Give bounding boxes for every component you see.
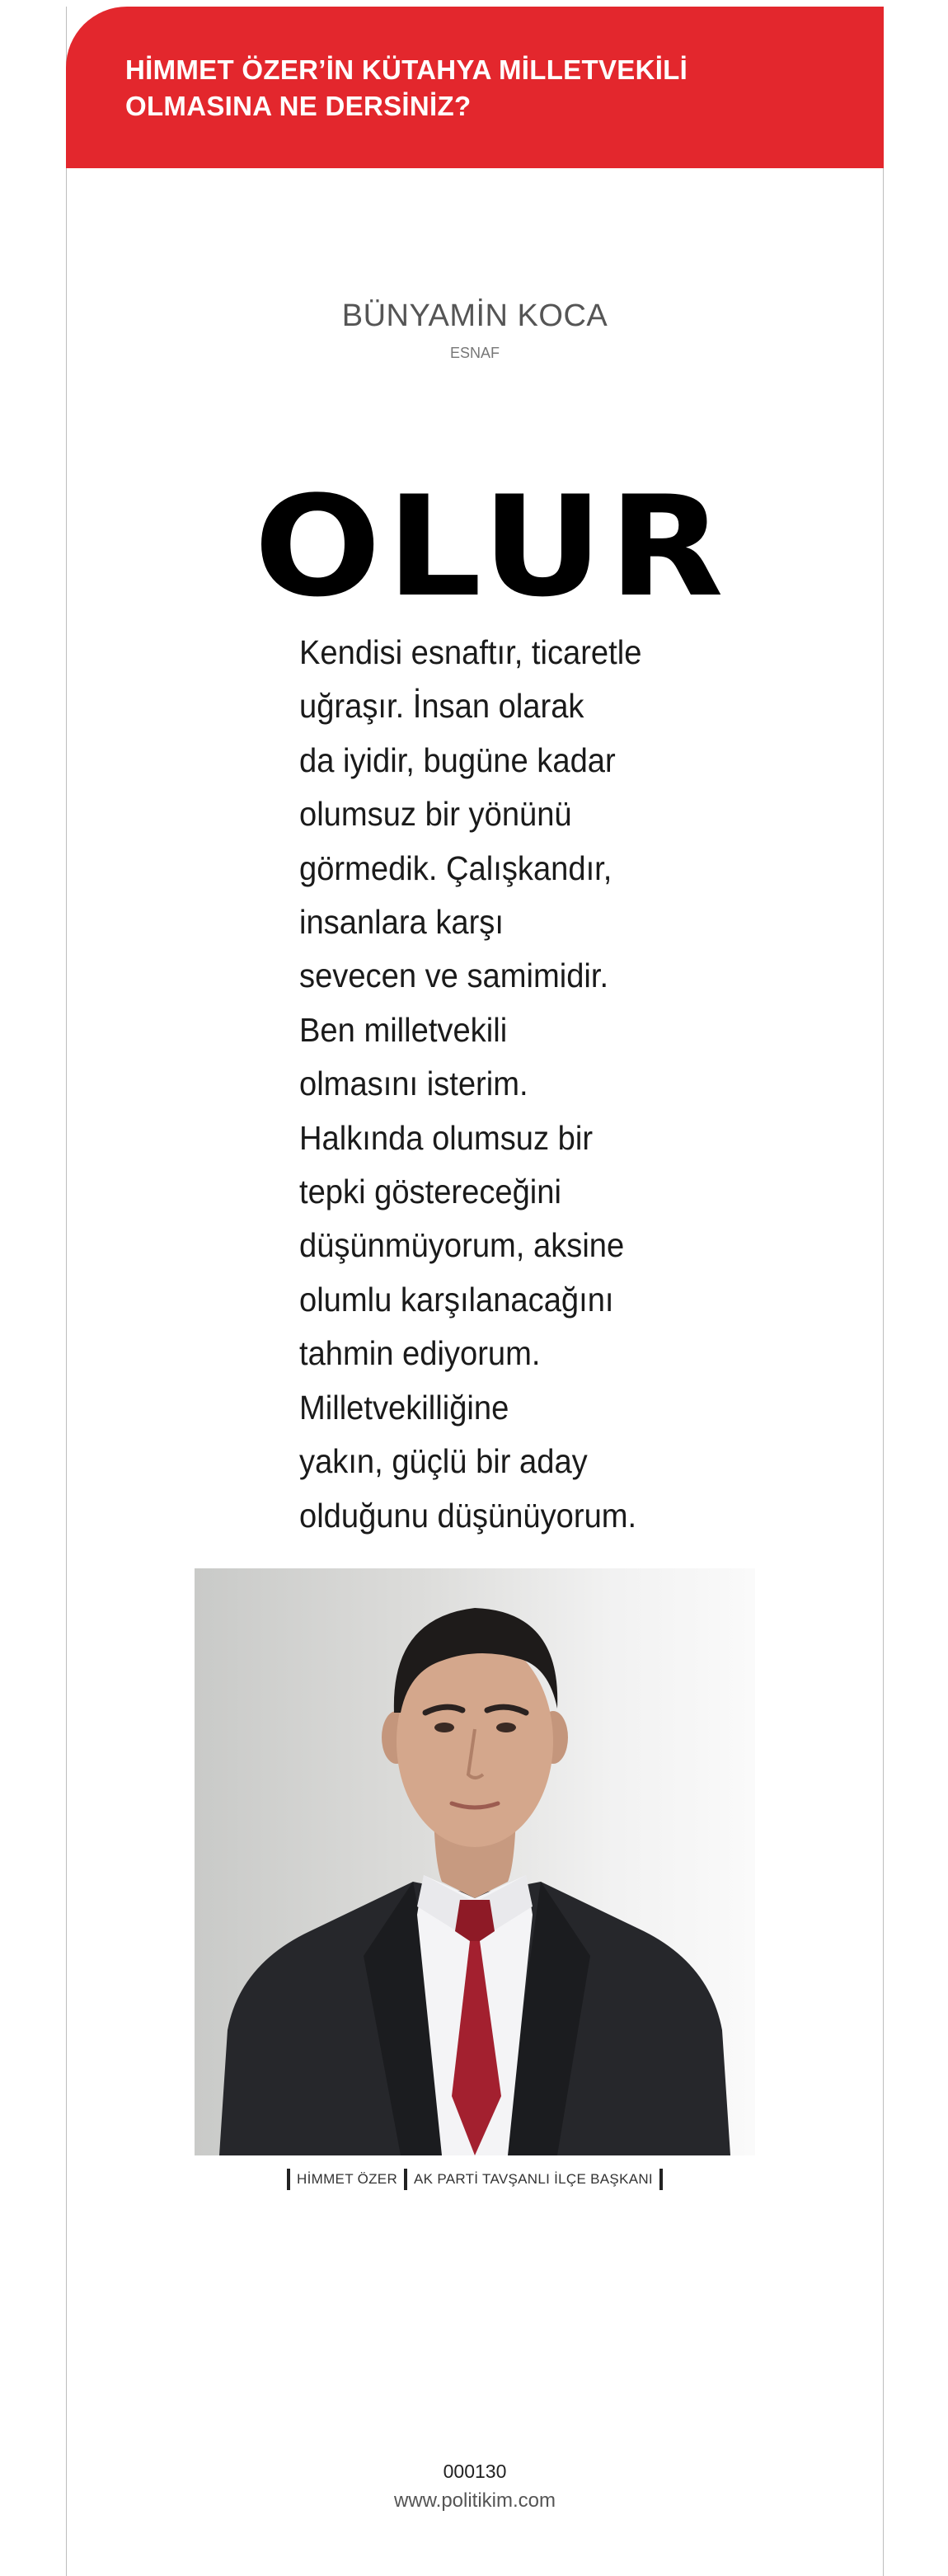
caption-name: HİMMET ÖZER: [297, 2171, 398, 2187]
photo-caption: [66, 2169, 884, 2190]
statement-line: düşünmüyorum, aksine: [299, 1226, 625, 1265]
statement-line: olumsuz bir yönünü: [299, 795, 572, 834]
verdict-answer: OLUR: [254, 466, 730, 628]
statement-line: Ben milletvekili: [299, 1010, 508, 1049]
statement-line: olmasını isterim.: [299, 1065, 528, 1103]
respondent-name: BÜNYAMİN KOCA: [341, 298, 608, 333]
question-title-line-1: HİMMET ÖZER’İN KÜTAHYA MİLLETVEKİLİ: [125, 54, 688, 85]
respondent-role: ESNAF: [449, 345, 500, 361]
question-header: [66, 7, 884, 168]
statement-line: Kendisi esnaftır, ticaretle: [299, 633, 642, 671]
caption-divider: [659, 2169, 663, 2190]
statement-line: da iyidir, bugüne kadar: [299, 740, 616, 779]
statement-line: sevecen ve samimidir.: [299, 957, 609, 995]
statement-line: görmedik. Çalışkandır,: [299, 848, 612, 887]
footer-code: 000130: [443, 2461, 507, 2482]
caption-title: AK PARTİ TAVŞANLI İLÇE BAŞKANI: [414, 2171, 653, 2187]
statement-line: uğraşır. İnsan olarak: [299, 687, 584, 726]
footer-url[interactable]: www.politikim.com: [393, 2489, 556, 2512]
statement-line: Milletvekilliğine: [299, 1388, 509, 1427]
question-title: [125, 52, 834, 125]
statement-line: tepki göstereceğini: [299, 1173, 561, 1211]
statement-line: tahmin ediyorum.: [299, 1334, 541, 1373]
statement-line: olumlu karşılanacağını: [299, 1280, 614, 1319]
caption-divider: [404, 2169, 407, 2190]
caption-divider: [287, 2169, 290, 2190]
candidate-portrait-photo: [195, 1568, 755, 2155]
respondent-statement: [299, 626, 659, 1543]
statement-line: Halkında olumsuz bir: [299, 1118, 594, 1157]
statement-line: olduğunu düşünüyorum.: [299, 1496, 637, 1535]
statement-line: yakın, güçlü bir aday: [299, 1442, 588, 1481]
statement-line: insanlara karşı: [299, 903, 504, 942]
question-title-line-2: OLMASINA NE DERSİNİZ?: [125, 91, 472, 121]
